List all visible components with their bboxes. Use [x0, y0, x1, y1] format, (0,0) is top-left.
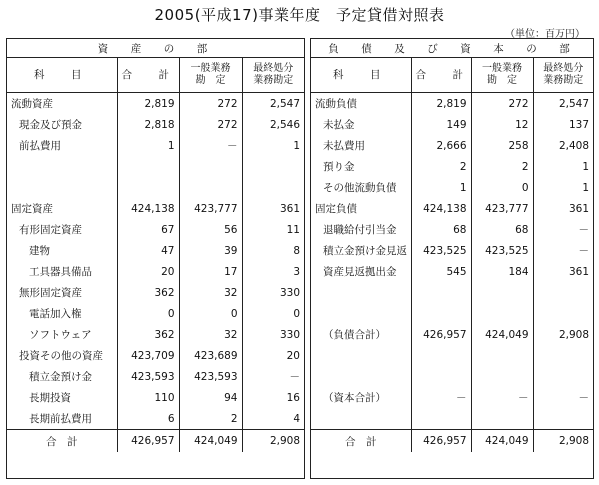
- table-row: [311, 261, 593, 282]
- row-final: 4: [242, 408, 304, 430]
- row-label: 退職給付引当金: [323, 224, 397, 236]
- row-general: 272: [179, 93, 242, 115]
- unit-note: （単位：百万円）: [505, 29, 585, 40]
- liabilities-band-title: 負 債 及 び 資 本 の 部: [311, 39, 593, 58]
- row-general: 423,593: [179, 366, 242, 387]
- row-total: 6: [117, 408, 179, 430]
- row-total: 47: [117, 240, 179, 261]
- row-total: 423,593: [117, 366, 179, 387]
- table-row: [311, 345, 593, 366]
- table-row: [7, 408, 304, 430]
- row-general: 12: [471, 114, 533, 135]
- table-row: [7, 282, 304, 303]
- row-final: 137: [533, 114, 593, 135]
- row-general: 2: [179, 408, 242, 430]
- liabilities-table: [311, 39, 593, 452]
- row-general: 39: [179, 240, 242, 261]
- row-label: 預り金: [323, 161, 355, 173]
- header-total: 合 計: [411, 58, 471, 93]
- row-label: 未払費用: [323, 140, 365, 152]
- table-row: [7, 303, 304, 324]
- row-label: 前払費用: [19, 140, 61, 152]
- assets-table-frame: [6, 38, 305, 479]
- header-general: 一般業務 勘 定: [179, 58, 242, 93]
- row-general: [179, 177, 242, 198]
- table-row: [311, 366, 593, 387]
- total-general: 424,049: [179, 430, 242, 453]
- row-final: [242, 177, 304, 198]
- row-label: 流動負債: [315, 98, 357, 110]
- row-total: 426,957: [411, 324, 471, 345]
- page-title: 2005(平成17)事業年度 予定貸借対照表: [154, 6, 445, 24]
- row-final: 0: [242, 303, 304, 324]
- liabilities-body: [311, 93, 593, 430]
- row-final: 2,546: [242, 114, 304, 135]
- table-row: [311, 282, 593, 303]
- row-total: 20: [117, 261, 179, 282]
- row-general: 423,689: [179, 345, 242, 366]
- table-row: [7, 366, 304, 387]
- row-final: 2,547: [242, 93, 304, 115]
- row-final: －: [533, 387, 593, 408]
- row-final: 1: [533, 156, 593, 177]
- row-general: 17: [179, 261, 242, 282]
- table-row: [7, 261, 304, 282]
- row-general: [471, 345, 533, 366]
- row-total: 1: [411, 177, 471, 198]
- row-general: 32: [179, 282, 242, 303]
- row-general: －: [471, 387, 533, 408]
- row-label: 無形固定資産: [19, 287, 82, 299]
- header-item: 科 目: [311, 58, 411, 93]
- total-general: 424,049: [471, 430, 533, 453]
- liabilities-header-row: [311, 58, 593, 93]
- table-row: [7, 345, 304, 366]
- row-general: 423,777: [471, 198, 533, 219]
- row-general: 0: [179, 303, 242, 324]
- row-general: 2: [471, 156, 533, 177]
- row-final: 2,408: [533, 135, 593, 156]
- table-row: [311, 156, 593, 177]
- table-row: [7, 177, 304, 198]
- row-label: 工具器具備品: [29, 266, 92, 278]
- table-row: [7, 240, 304, 261]
- row-general: 424,049: [471, 324, 533, 345]
- table-row: [311, 177, 593, 198]
- row-total: 2: [411, 156, 471, 177]
- row-general: 272: [471, 93, 533, 115]
- table-row: [311, 219, 593, 240]
- table-row: [7, 324, 304, 345]
- table-row: [311, 240, 593, 261]
- assets-table: [7, 39, 304, 452]
- row-final: 361: [533, 198, 593, 219]
- row-final: 330: [242, 282, 304, 303]
- row-total: 2,819: [117, 93, 179, 115]
- row-total: [411, 303, 471, 324]
- table-row: [311, 408, 593, 430]
- row-label: 未払金: [323, 119, 355, 131]
- row-total: [117, 177, 179, 198]
- row-final: 8: [242, 240, 304, 261]
- row-label: （負債合計）: [323, 329, 386, 341]
- table-row: [7, 156, 304, 177]
- row-general: [471, 303, 533, 324]
- row-label: 投資その他の資産: [19, 350, 103, 362]
- row-label: [311, 408, 411, 430]
- row-total: 68: [411, 219, 471, 240]
- row-label: [311, 282, 411, 303]
- table-row: [311, 324, 593, 345]
- header-final: 最終処分 業務勘定: [533, 58, 593, 93]
- row-total: 0: [117, 303, 179, 324]
- row-final: [533, 303, 593, 324]
- table-row: [7, 93, 304, 115]
- row-label: 建物: [29, 245, 50, 257]
- row-label: [311, 345, 411, 366]
- row-label: 固定資産: [11, 203, 53, 215]
- row-general: 423,525: [471, 240, 533, 261]
- row-final: 11: [242, 219, 304, 240]
- row-label: 固定負債: [315, 203, 357, 215]
- row-final: 2,547: [533, 93, 593, 115]
- table-row: [7, 219, 304, 240]
- row-final: －: [533, 240, 593, 261]
- row-label: 資産見返拠出金: [323, 266, 397, 278]
- row-final: 3: [242, 261, 304, 282]
- row-general: 272: [179, 114, 242, 135]
- row-total: 2,666: [411, 135, 471, 156]
- row-label: 現金及び預金: [19, 119, 82, 131]
- header-general: 一般業務 勘 定: [471, 58, 533, 93]
- assets-body: [7, 93, 304, 430]
- row-label: [7, 177, 117, 198]
- row-total: [411, 366, 471, 387]
- table-row: [7, 198, 304, 219]
- row-total: 423,525: [411, 240, 471, 261]
- assets-total-row: [7, 430, 304, 453]
- row-total: 1: [117, 135, 179, 156]
- row-general: 184: [471, 261, 533, 282]
- row-general: 56: [179, 219, 242, 240]
- table-row: [7, 387, 304, 408]
- row-final: 361: [242, 198, 304, 219]
- total-value: 426,957: [411, 430, 471, 453]
- row-final: 1: [242, 135, 304, 156]
- row-total: 362: [117, 324, 179, 345]
- row-label: 流動資産: [11, 98, 53, 110]
- row-label: 電話加入権: [29, 308, 82, 320]
- row-final: [533, 408, 593, 430]
- row-final: 20: [242, 345, 304, 366]
- header-final: 最終処分 業務勘定: [242, 58, 304, 93]
- row-label: その他流動負債: [323, 182, 397, 194]
- row-total: 545: [411, 261, 471, 282]
- liabilities-table-frame: [310, 38, 594, 479]
- row-general: [471, 282, 533, 303]
- row-label: [7, 156, 117, 177]
- row-final: [533, 282, 593, 303]
- row-label: 積立金預け金: [29, 371, 92, 383]
- row-total: [411, 408, 471, 430]
- row-general: 423,777: [179, 198, 242, 219]
- row-final: 1: [533, 177, 593, 198]
- table-row: [7, 114, 304, 135]
- row-total: 362: [117, 282, 179, 303]
- row-final: 2,908: [533, 324, 593, 345]
- assets-band-title: 資 産 の 部: [7, 39, 304, 58]
- table-row: [311, 387, 593, 408]
- row-label: 長期投資: [29, 392, 71, 404]
- row-total: 2,819: [411, 93, 471, 115]
- row-label: 長期前払費用: [29, 413, 92, 425]
- row-general: 32: [179, 324, 242, 345]
- row-label: ソフトウェア: [29, 329, 92, 341]
- row-total: 110: [117, 387, 179, 408]
- row-label: [311, 366, 411, 387]
- table-row: [311, 198, 593, 219]
- row-total: 424,138: [411, 198, 471, 219]
- row-final: 361: [533, 261, 593, 282]
- total-label: 合 計: [7, 430, 117, 453]
- row-final: －: [242, 366, 304, 387]
- table-row: [311, 114, 593, 135]
- table-row: [311, 135, 593, 156]
- row-total: [117, 156, 179, 177]
- row-total: 149: [411, 114, 471, 135]
- row-final: 16: [242, 387, 304, 408]
- table-row: [311, 93, 593, 115]
- row-total: 423,709: [117, 345, 179, 366]
- row-label: 有形固定資産: [19, 224, 82, 236]
- row-general: 68: [471, 219, 533, 240]
- row-general: [471, 408, 533, 430]
- row-total: [411, 282, 471, 303]
- assets-header-row: [7, 58, 304, 93]
- row-total: 424,138: [117, 198, 179, 219]
- row-general: [179, 156, 242, 177]
- total-final: 2,908: [242, 430, 304, 453]
- row-final: －: [533, 219, 593, 240]
- row-final: [533, 345, 593, 366]
- row-total: －: [411, 387, 471, 408]
- total-value: 426,957: [117, 430, 179, 453]
- header-item: 科 目: [7, 58, 117, 93]
- row-general: [471, 366, 533, 387]
- row-label: （資本合計）: [323, 392, 386, 404]
- row-general: 258: [471, 135, 533, 156]
- row-general: －: [179, 135, 242, 156]
- row-general: 0: [471, 177, 533, 198]
- row-final: 330: [242, 324, 304, 345]
- total-final: 2,908: [533, 430, 593, 453]
- row-final: [533, 366, 593, 387]
- liabilities-total-row: [311, 430, 593, 453]
- row-label: [311, 303, 411, 324]
- row-total: 67: [117, 219, 179, 240]
- row-label: 積立金預け金見返: [323, 245, 407, 257]
- row-general: 94: [179, 387, 242, 408]
- table-row: [311, 303, 593, 324]
- header-total: 合 計: [117, 58, 179, 93]
- total-label: 合 計: [311, 430, 411, 453]
- table-row: [7, 135, 304, 156]
- row-total: [411, 345, 471, 366]
- row-total: 2,818: [117, 114, 179, 135]
- row-final: [242, 156, 304, 177]
